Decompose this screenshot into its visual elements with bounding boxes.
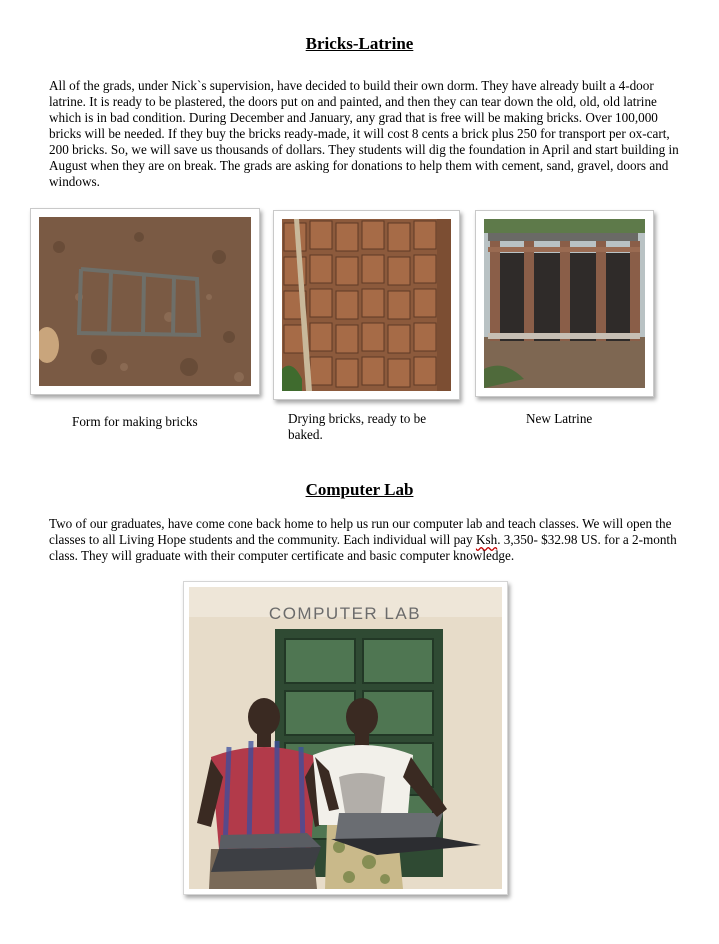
brick-form-photo xyxy=(30,208,260,395)
computer-lab-paragraph-start: Two of our graduates, have come cone back home to help us run our computer lab and teach classes. We will open the classes to all Living Hope students and the community. Each individual will pay xyxy=(49,516,672,547)
computer-lab-sign-text: COMPUTER LAB xyxy=(268,604,422,623)
computer-lab-image xyxy=(189,587,502,889)
bricks-paragraph: All of the grads, under Nick`s supervision, have decided to build their own dorm. They have already built a 4-door latrine. It is ready to be plastered, the doors put on and painted, and then they can tear down the old, old, old latrine which is in bad condition. During December and January, any grad that is free will be making bricks. Over 100,000 bricks will be needed. If they buy the bricks ready-made, it will cost 8 cents a brick plus 250 for transport per ox-cart, 200 bricks. So, we will save us thousands of dollars. They students will dig the foundation in April and start building in August when they are on break. The grads are asking for donations to help them with cement, sand, gravel, doors and windows. xyxy=(49,78,679,189)
new-latrine-caption: New Latrine xyxy=(526,411,593,426)
drying-bricks-caption: Drying bricks, ready to be baked. xyxy=(288,411,427,442)
drying-bricks-image xyxy=(282,219,451,391)
bricks-latrine-heading: Bricks-Latrine xyxy=(305,34,414,53)
ksh-currency: Ksh xyxy=(475,532,498,547)
brick-form-image xyxy=(39,217,251,386)
computer-lab-heading: Computer Lab xyxy=(305,480,414,499)
computer-lab-photo xyxy=(183,581,508,895)
drying-bricks-photo xyxy=(273,210,460,400)
computer-lab-paragraph xyxy=(49,516,679,564)
new-latrine-photo xyxy=(475,210,654,397)
new-latrine-image xyxy=(484,219,645,388)
computer-lab-paragraph-end: . 3,350- $32.98 US. for a 2-month class. They will graduate with their computer certificate and basic computer knowledge. xyxy=(49,532,677,563)
brick-form-caption: Form for making bricks xyxy=(72,414,198,429)
